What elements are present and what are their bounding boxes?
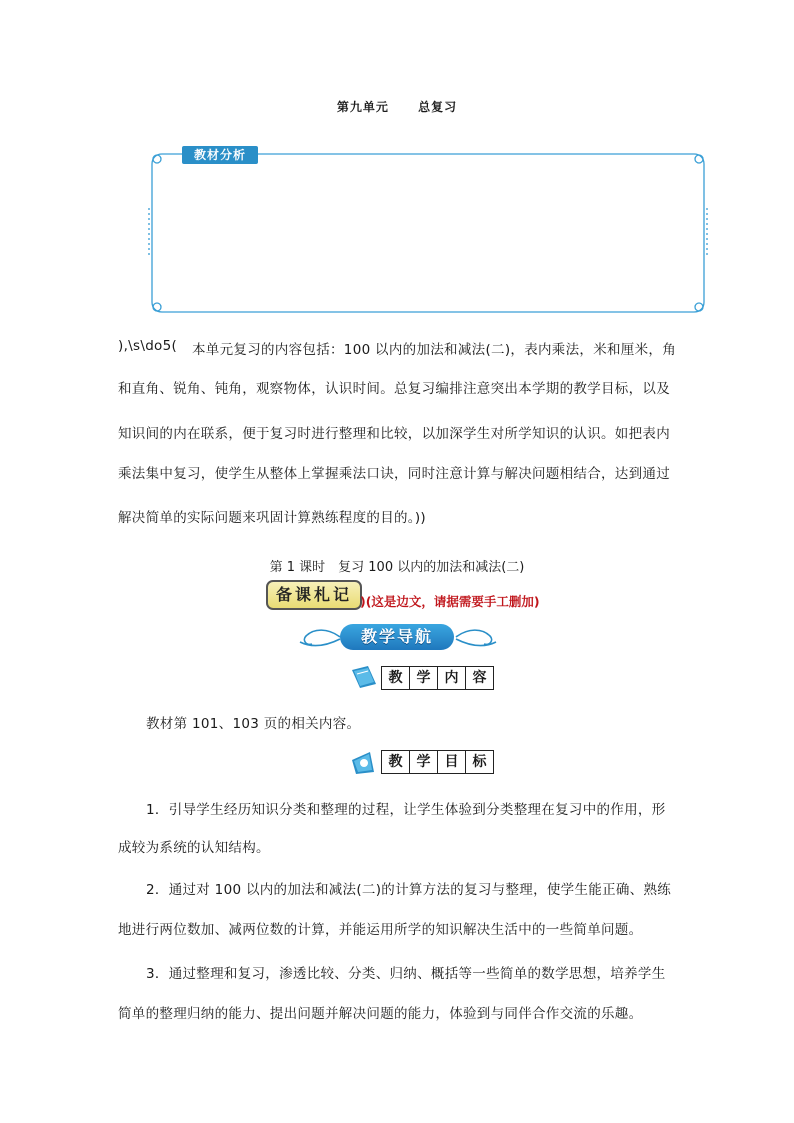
analysis-line-4: 乘法集中复习，使学生从整体上掌握乘法口诀，同时注意计算与解决问题相结合，达到通过 [118,466,670,482]
analysis-line-2: 和直角、锐角、钝角，观察物体，认识时间。总复习编排注意突出本学期的教学目标，以及 [118,381,670,397]
analysis-line-3: 知识间的内在联系，便于复习时进行整理和比较，以加深学生对所学知识的认识。如把表内 [118,426,670,442]
analysis-line-1: 本单元复习的内容包括：100 以内的加法和减法(二)，表内乘法，米和厘米，角 [192,342,676,358]
nav-banner: 教学导航 [340,624,454,650]
analysis-prefix: ),\s\do5( [118,338,178,354]
goal-3-line-1: 3．通过整理和复习，渗透比较、分类、归纳、概括等一些简单的数学思想，培养学生 [146,966,666,982]
target-icon [350,748,380,776]
goals-heading [381,750,494,774]
content-heading-char: 教 [382,667,410,689]
content-heading [381,666,494,690]
content-heading-char: 内 [438,667,466,689]
goal-2-line-2: 地进行两位数加、减两位数的计算，并能运用所学的知识解决生活中的一些简单问题。 [118,922,643,938]
notes-badge: 备课札记 [266,580,362,610]
unit-label: 第九单元 [336,100,389,114]
analysis-tab: 教材分析 [182,146,258,164]
goal-1-line-2: 成较为系统的认知结构。 [118,840,270,856]
goal-2-line-1: 2．通过对 100 以内的加法和减法(二)的计算方法的复习与整理，使学生能正确、熟练 [146,882,672,898]
goals-heading-char: 学 [410,751,438,773]
lesson-title: 第 1 课时 复习 100 以内的加法和减法(二) [269,560,525,575]
content-heading-char: 学 [410,667,438,689]
book-icon [350,664,378,690]
goals-heading-char: 目 [438,751,466,773]
goal-3-line-2: 简单的整理归纳的能力、提出问题并解决问题的能力，体验到与同伴合作交流的乐趣。 [118,1006,643,1022]
content-text: 教材第 101、103 页的相关内容。 [146,716,361,732]
chapter-header [0,98,794,115]
goals-heading-char: 标 [472,754,487,770]
side-note: )(这是边文，请据需要手工删加) [360,594,540,609]
goals-heading-char: 教 [382,751,410,773]
analysis-frame [148,148,708,318]
analysis-line-5: 解决简单的实际问题来巩固计算熟练程度的目的。)) [118,510,426,526]
unit-title: 总复习 [418,100,458,114]
goal-1-line-1: 1．引导学生经历知识分类和整理的过程，让学生体验到分类整理在复习中的作用，形 [146,802,666,818]
content-heading-char: 容 [472,670,487,686]
